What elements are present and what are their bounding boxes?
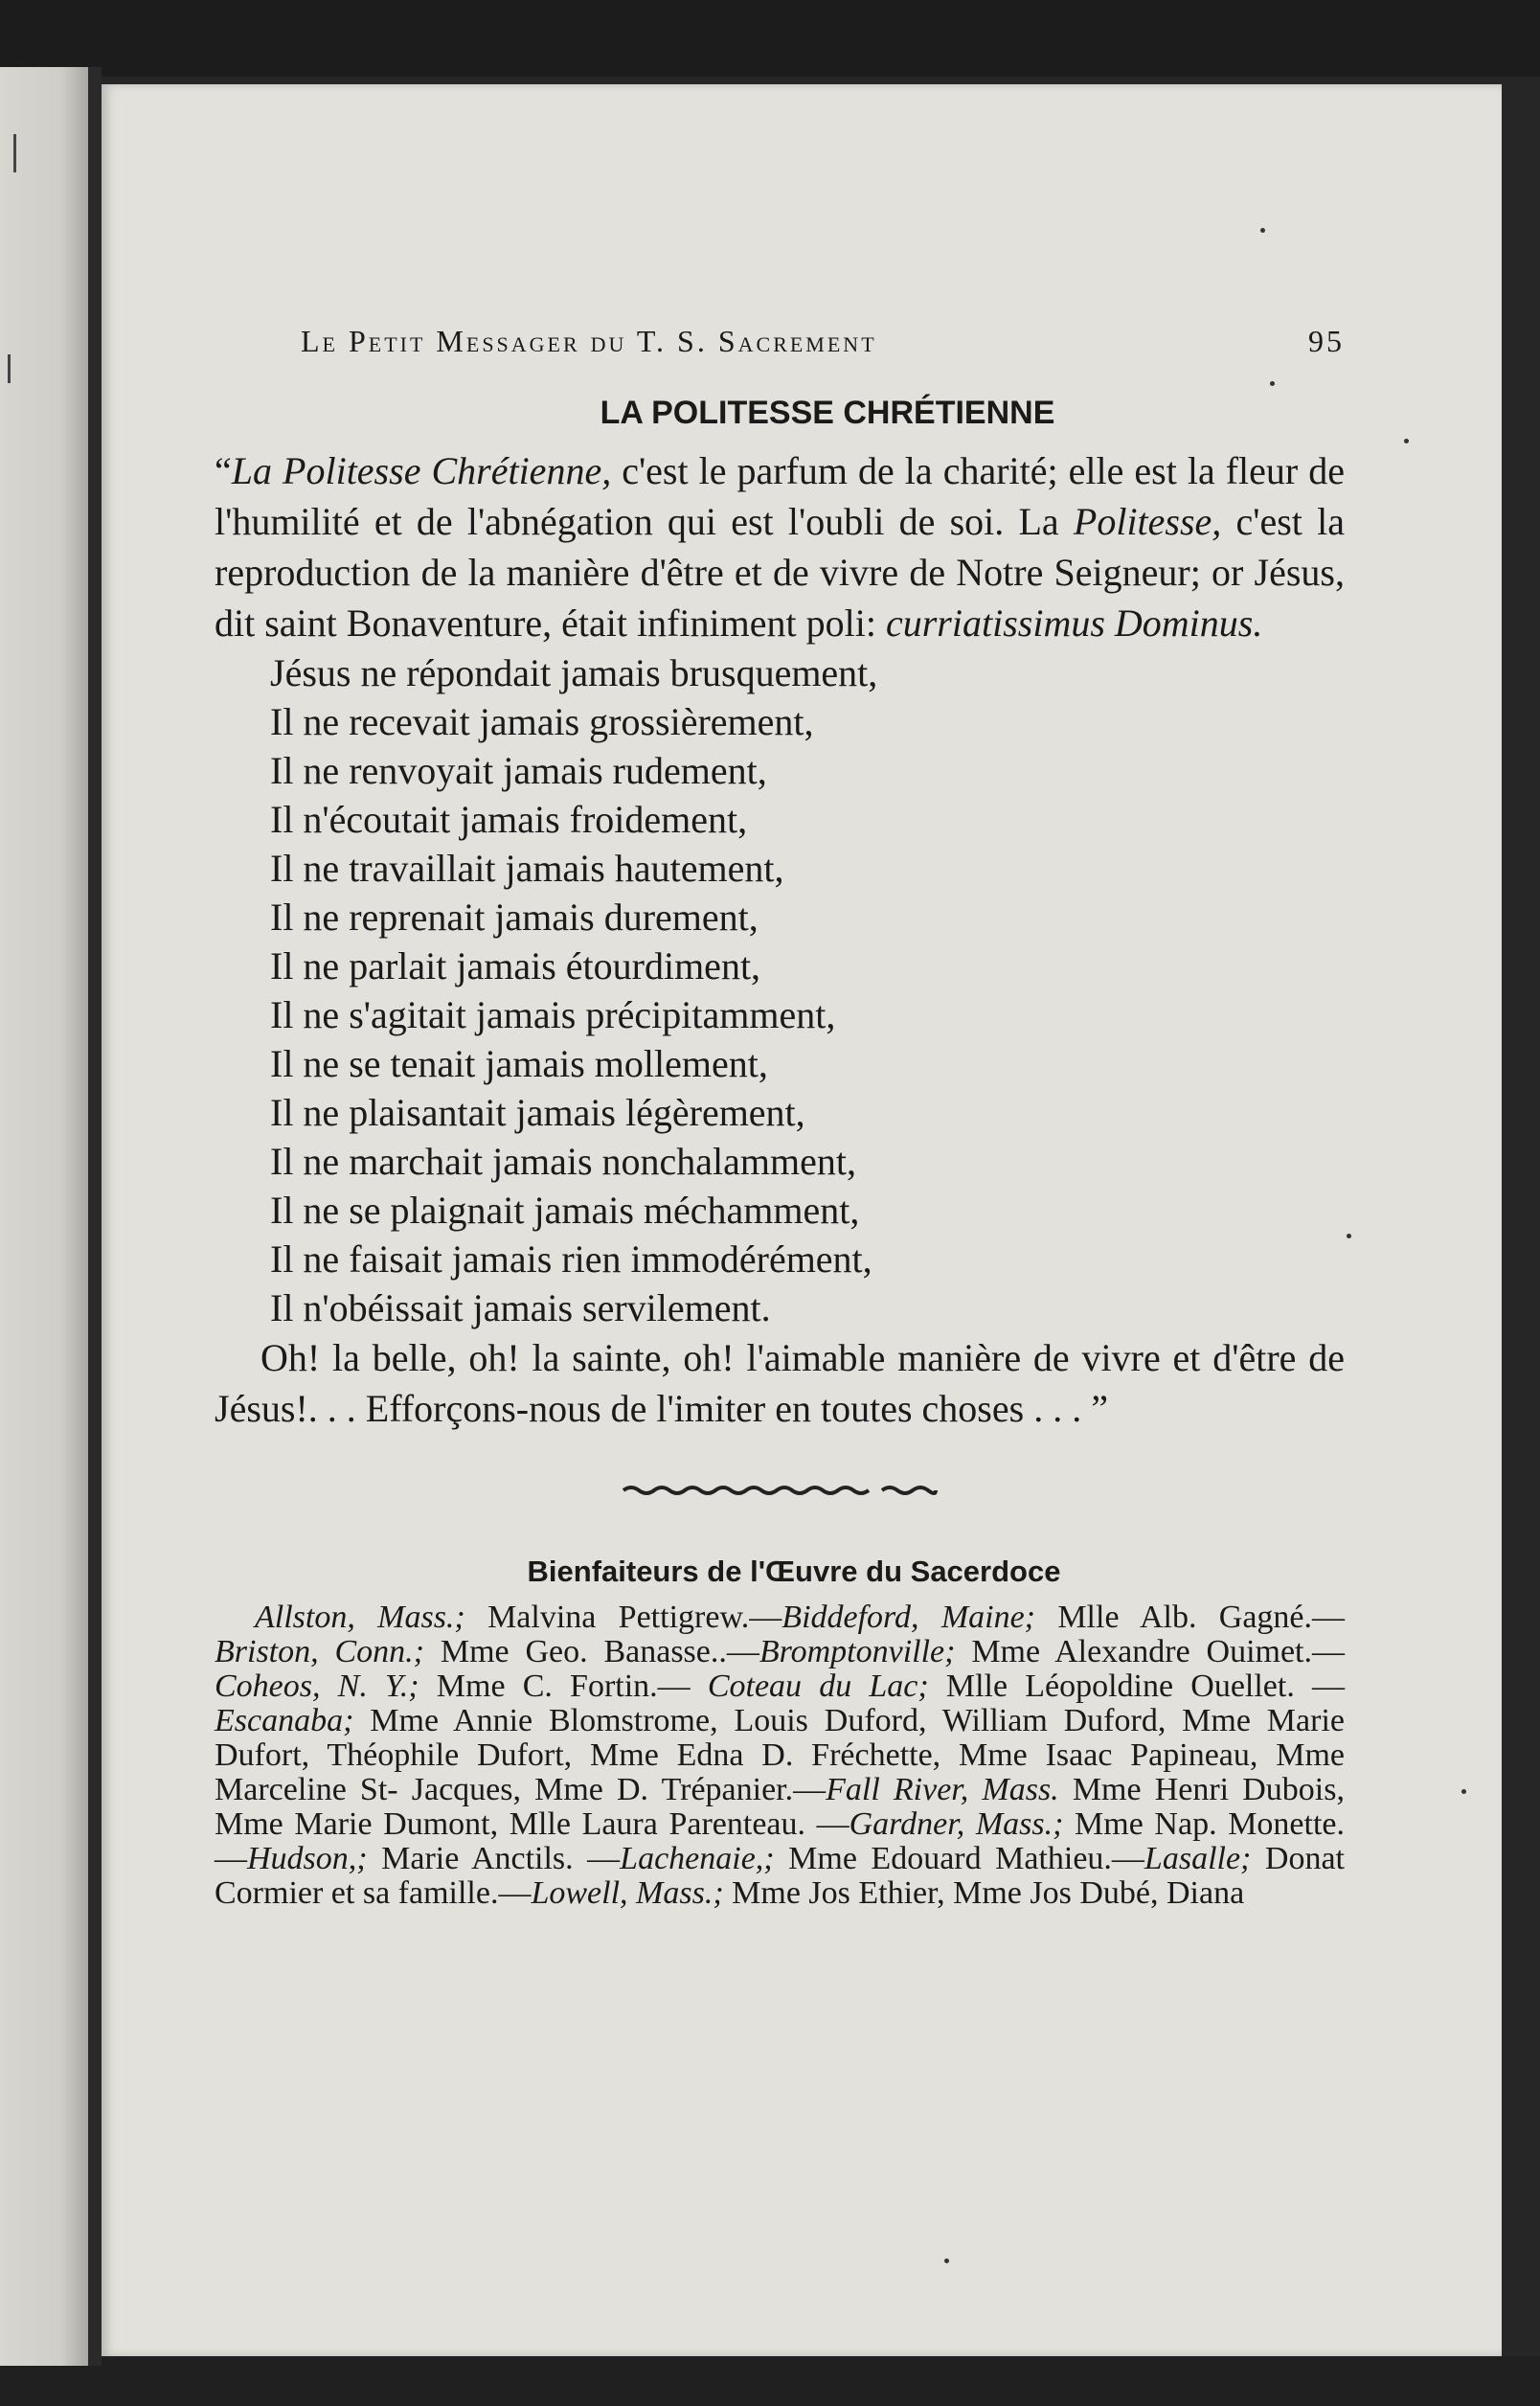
intro-italic-3: curriatissimus Dominus. [885, 602, 1263, 645]
donor-place: Briston, Conn.; [215, 1634, 424, 1669]
donor-place: Lachenaie,; [620, 1841, 775, 1876]
previous-page-edge [0, 67, 88, 2366]
donors-list [215, 1600, 1345, 1911]
donor-place: Gardner, Mass.; [849, 1806, 1064, 1842]
intro-italic-1: La Politesse Chrétienne, [231, 449, 612, 492]
intro-paragraph [215, 445, 1345, 648]
donor-names: Mme Jos Ethier, Mme Jos Dubé, Diana [723, 1875, 1245, 1911]
donor-place: Bromptonville; [759, 1634, 956, 1669]
donor-names: Mme Edouard Mathieu.— [774, 1841, 1144, 1876]
article-title: LA POLITESSE CHRÉTIENNE [600, 395, 1055, 431]
donor-names: Mme Annie Blomstrome, Louis Duford, William Duford, Mme Marie Dufort, Théophile Dufort, Mme Edna D. Fréchette, Mme Isaac Papineau, Mme Marceline St- Jacques, Mme D. Trépanier.— [215, 1703, 1345, 1807]
verse-line: Il n'obéissait jamais servilement. [270, 1286, 771, 1329]
donor-names: Mme Henri Dubois, Mme Marie Dumont, Mlle Laura Parenteau. — [215, 1772, 1345, 1842]
donor-names: Mme Nap. Monette.— [215, 1806, 1346, 1876]
verse-list [215, 648, 1345, 1332]
verse-line: Il ne recevait jamais grossièrement, [270, 700, 814, 743]
page-content [215, 324, 1345, 1911]
intro-text-2: c'est la reproduction de la manière d'être et de vivre de Notre Seigneur; or Jésus, dit saint Bonaventure, était infiniment poli: [215, 500, 1345, 645]
verse-line: Il ne marchait jamais nonchalamment, [270, 1140, 856, 1183]
donor-place: Escanaba; [215, 1703, 354, 1738]
donor-names: Malvina Pettigrew.— [464, 1600, 782, 1635]
verse-line: Il ne s'agitait jamais précipitamment, [270, 993, 836, 1036]
verse-line: Il ne plaisantait jamais légèrement, [270, 1091, 805, 1134]
scan-background-bottom [0, 2356, 1540, 2406]
donor-place: Lowell, Mass.; [531, 1875, 724, 1911]
section-divider-ornament [617, 1482, 942, 1499]
closing-paragraph: Oh! la belle, oh! la sainte, oh! l'aimable manière de vivre et d'être de Jésus!. . . Efforçons-nous de l'imiter en toutes choses . . . ” [215, 1336, 1345, 1430]
donor-place: Allston, Mass.; [255, 1600, 465, 1635]
donor-place: Biddeford, Maine; [781, 1600, 1036, 1635]
verse-line: Il ne faisait jamais rien immodérément, [270, 1237, 872, 1281]
donor-names: Mlle Alb. Gagné.— [1035, 1600, 1346, 1635]
intro-text-1: c'est le parfum de la charité; elle est la fleur de l'humilité et de l'abnégation qui est l'oubli de soi. La [215, 449, 1345, 543]
book-spine [88, 67, 102, 2366]
donors-section-title: Bienfaiteurs de l'Œuvre du Sacerdoce [527, 1555, 1061, 1588]
opening-quote: “ [215, 449, 232, 492]
verse-line: Il ne se tenait jamais mollement, [270, 1042, 768, 1085]
donor-names: Mlle Léopoldine Ouellet. — [928, 1668, 1345, 1704]
donor-names: Mme C. Fortin.— [419, 1668, 708, 1704]
donor-names: Mme Geo. Banasse..— [423, 1634, 759, 1669]
verse-line: Il ne parlait jamais étourdiment, [270, 944, 761, 987]
donor-place: Fall River, Mass. [826, 1772, 1059, 1807]
running-head-title: Le Petit Messager du T. S. Sacrement [301, 324, 877, 358]
donor-names: Donat Cormier et sa famille.— [215, 1841, 1345, 1911]
page-number: 95 [1308, 324, 1345, 358]
verse-line: Jésus ne répondait jamais brusquement, [270, 651, 878, 694]
verse-line: Il n'écoutait jamais froidement, [270, 798, 748, 841]
donor-place: Coheos, N. Y.; [215, 1668, 419, 1704]
verse-line: Il ne travaillait jamais hautement, [270, 847, 784, 890]
donor-place: Coteau du Lac; [707, 1668, 929, 1704]
scan-background-top [0, 0, 1540, 77]
verse-line: Il ne renvoyait jamais rudement, [270, 749, 767, 792]
verse-line: Il ne reprenait jamais durement, [270, 896, 759, 939]
book-page [102, 84, 1502, 2356]
donor-names: Marie Anctils. — [367, 1841, 621, 1876]
intro-italic-2: Politesse, [1073, 500, 1222, 543]
donor-place: Lasalle; [1144, 1841, 1252, 1876]
donor-place: Hudson,; [247, 1841, 368, 1876]
verse-line: Il ne se plaignait jamais méchamment, [270, 1189, 860, 1232]
donor-names: Mme Alexandre Ouimet.— [955, 1634, 1345, 1669]
running-head [215, 324, 1345, 385]
